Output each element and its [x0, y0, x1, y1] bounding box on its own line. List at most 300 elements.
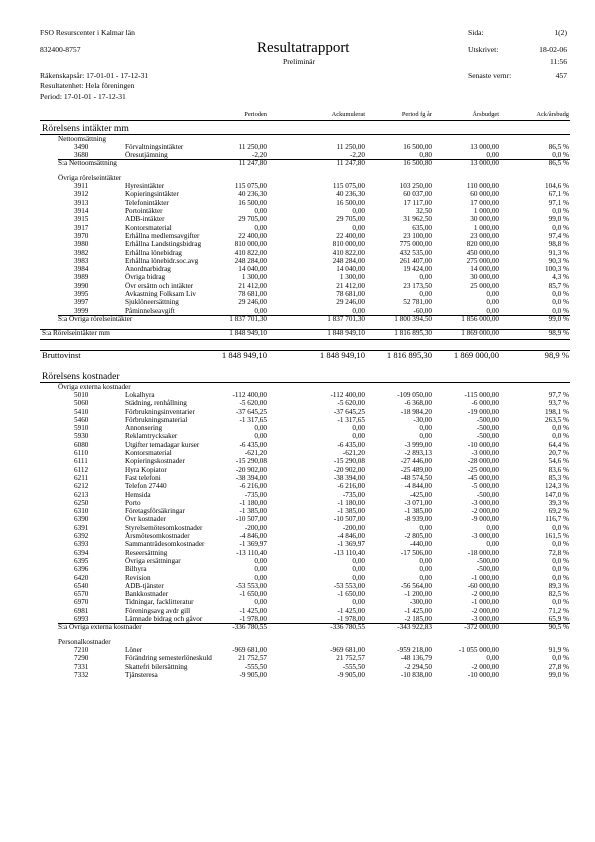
account-row: [0, 290, 595, 298]
value-period: 21 412,00: [238, 281, 267, 290]
account-name: Tidningar, facklitteratur: [125, 598, 194, 607]
account-number: 6110: [74, 449, 89, 457]
value-prev-year: 32,50: [415, 207, 432, 215]
value-pct: 0,0 %: [552, 432, 569, 441]
value-pct: 86,5 %: [548, 159, 569, 168]
value-accumulated: -336 780,55: [330, 623, 365, 632]
account-name: Erhållna medlemsavgifter: [125, 231, 200, 240]
last-ver-value: 457: [555, 71, 567, 80]
col-period: Perioden: [244, 111, 267, 118]
account-row: [0, 441, 595, 449]
account-name: Kontorsmaterial: [125, 449, 172, 457]
account-name: Årsmötesomkostnader: [125, 532, 190, 540]
value-prev-year: 0,00: [419, 424, 432, 433]
value-accumulated: -1 180,00: [337, 498, 365, 507]
account-name: Lokalhyra: [125, 390, 155, 399]
col-pct: Ack/årsbudg: [536, 111, 569, 118]
value-period: -9 905,00: [239, 670, 267, 679]
account-row: [0, 273, 595, 281]
value-accumulated: -112 400,00: [330, 390, 365, 399]
value-pct: 85,3 %: [548, 473, 569, 482]
value-period: -969 681,00: [232, 646, 267, 654]
account-row: [0, 466, 595, 474]
org-name: FSO Resurscenter i Kalmar län: [40, 28, 135, 37]
value-accumulated: -1 425,00: [337, 606, 365, 615]
account-row: [0, 449, 595, 457]
account-number: 6394: [74, 548, 89, 557]
value-budget: -2 000,00: [471, 590, 499, 599]
value-period: 78 681,00: [238, 290, 267, 298]
value-budget: 275 000,00: [466, 256, 499, 265]
value-prev-year: -1 425,00: [404, 606, 432, 615]
account-number: 6420: [74, 573, 89, 582]
value-period: -1 180,00: [239, 498, 267, 507]
value-budget: 14 000,00: [470, 265, 499, 274]
printed-time: 11:56: [549, 57, 567, 66]
value-budget: 1 000,00: [473, 207, 499, 215]
value-budget: -500,00: [476, 556, 499, 565]
account-name: Sjuklöneersättning: [125, 298, 179, 307]
value-prev-year: 0,00: [419, 556, 432, 565]
account-number: 3680: [74, 151, 89, 160]
value-accumulated: 40 236,30: [336, 190, 365, 199]
account-name: Hyresintäkter: [125, 182, 165, 191]
value-budget: 0,00: [486, 298, 499, 307]
sumtotal-row: [0, 329, 595, 337]
value-budget: -115 000,00: [464, 390, 499, 399]
total-row: [0, 159, 595, 167]
account-name: Avkastning Folksam Liv: [125, 290, 196, 298]
account-name: Utgifter temadagar kurser: [125, 440, 200, 449]
value-budget: 30 000,00: [470, 215, 499, 224]
account-number: 3997: [74, 298, 89, 307]
value-accumulated: 1 848 949,10: [319, 349, 365, 360]
account-row: [0, 607, 595, 615]
value-accumulated: -5 620,00: [337, 399, 365, 408]
account-number: 7210: [74, 646, 89, 654]
value-prev-year: -109 050,00: [397, 390, 432, 399]
group-label: Övriga rörelseintäkter: [58, 173, 122, 182]
value-accumulated: -13 110,40: [334, 548, 365, 557]
value-prev-year: 0,00: [419, 273, 432, 282]
value-pct: 116,7 %: [545, 515, 569, 524]
value-accumulated: -53 553,00: [333, 581, 365, 590]
value-accumulated: -38 394,00: [333, 473, 365, 482]
account-name: Förändring semesterlöneskuld: [125, 654, 212, 663]
value-budget: -2 000,00: [471, 662, 499, 671]
value-budget: -500,00: [476, 424, 499, 433]
col-prev-year: Period fg år: [401, 111, 432, 118]
account-row: [0, 240, 595, 248]
value-pct: 98,9 %: [544, 349, 569, 360]
total-label: S:a Rörelseintäkter mm: [42, 329, 110, 338]
value-period: -200,00: [244, 523, 267, 532]
value-prev-year: 17 117,00: [403, 198, 432, 207]
account-number: 3980: [74, 240, 89, 249]
value-budget: -19 000,00: [467, 407, 499, 416]
account-number: 5060: [74, 399, 89, 408]
value-budget: 1 000,00: [473, 223, 499, 232]
grandtotal-row: [0, 350, 595, 360]
rule-line: [40, 339, 570, 340]
account-number: 3917: [74, 223, 89, 232]
account-number: 7290: [74, 654, 89, 663]
account-row: [0, 399, 595, 407]
value-budget: -5 000,00: [471, 482, 499, 491]
value-accumulated: 0,00: [352, 565, 365, 574]
value-prev-year: -4 844,00: [404, 482, 432, 491]
account-name: Kopieringskostnader: [125, 457, 185, 466]
value-pct: 0,0 %: [552, 207, 569, 215]
account-number: 6080: [74, 440, 89, 449]
value-pct: 161,5 %: [545, 532, 569, 540]
value-accumulated: -200,00: [342, 523, 365, 532]
account-name: Styrelsemötesomkostnader: [125, 523, 203, 532]
account-row: [0, 557, 595, 565]
account-name: Övriga ersättningar: [125, 556, 181, 565]
value-period: -112 400,00: [232, 390, 267, 399]
value-period: 0,00: [254, 223, 267, 232]
account-name: Kopieringsintäkter: [125, 190, 179, 199]
value-accumulated: -1 978,00: [337, 615, 365, 623]
value-period: 14 040,00: [238, 265, 267, 274]
value-budget: -1 055 000,00: [458, 646, 499, 654]
account-name: Hyra Kopiator: [125, 465, 167, 474]
value-budget: 30 000,00: [470, 273, 499, 282]
value-pct: 0,0 %: [552, 223, 569, 232]
rule-line: [40, 350, 570, 351]
account-name: Hemsida: [125, 490, 151, 499]
result-unit: Resultatenhet: Hela föreningen: [40, 81, 135, 90]
account-number: 6540: [74, 581, 89, 590]
account-number: 3990: [74, 281, 89, 290]
account-number: 3490: [74, 142, 89, 151]
value-prev-year: 23 173,50: [403, 281, 432, 290]
value-period: -10 507,00: [235, 515, 267, 524]
account-row: [0, 598, 595, 606]
value-pct: 20,7 %: [548, 449, 569, 457]
col-budget: Årsbudget: [472, 111, 499, 118]
section-label: Rörelsens intäkter mm: [42, 123, 129, 134]
value-prev-year: -2 805,00: [404, 532, 432, 540]
account-number: 7331: [74, 662, 89, 671]
account-number: 6395: [74, 556, 89, 565]
value-period: 29 705,00: [238, 215, 267, 224]
account-name: Föreningsavg avdr gill: [125, 606, 191, 615]
value-prev-year: -440,00: [409, 540, 432, 549]
group-heading: [0, 383, 595, 391]
value-accumulated: 78 681,00: [336, 290, 365, 298]
account-row: [0, 207, 595, 215]
value-period: -20 902,00: [235, 465, 267, 474]
value-accumulated: -20 902,00: [333, 465, 365, 474]
value-period: 21 752,57: [238, 654, 267, 663]
value-prev-year: 775 000,00: [399, 240, 432, 249]
account-name: Reseersättning: [125, 548, 168, 557]
value-prev-year: 0,00: [419, 290, 432, 298]
account-number: 5010: [74, 390, 89, 399]
account-row: [0, 565, 595, 573]
account-row: [0, 615, 595, 623]
total-row: [0, 315, 595, 323]
account-row: [0, 474, 595, 482]
value-period: 0,00: [254, 573, 267, 582]
account-number: 3983: [74, 256, 89, 265]
value-prev-year: -959 218,00: [397, 646, 432, 654]
value-budget: 17 000,00: [470, 198, 499, 207]
value-prev-year: 60 037,00: [403, 190, 432, 199]
account-number: 6212: [74, 482, 89, 491]
value-budget: -1 000,00: [471, 598, 499, 607]
value-accumulated: -15 290,08: [333, 457, 365, 466]
value-pct: 99,0 %: [548, 314, 569, 323]
value-period: -1 317,65: [239, 415, 267, 424]
account-row: [0, 143, 595, 151]
value-prev-year: 1 816 895,30: [394, 329, 432, 338]
value-prev-year: -8 939,00: [404, 515, 432, 524]
value-budget: -45 000,00: [467, 473, 499, 482]
value-prev-year: -1 200,00: [404, 590, 432, 599]
value-accumulated: 0,00: [352, 556, 365, 565]
last-ver-label: Senaste vernr:: [468, 71, 512, 80]
account-row: [0, 190, 595, 198]
value-budget: -60 000,00: [467, 581, 499, 590]
account-row: [0, 646, 595, 654]
account-row: [0, 232, 595, 240]
value-pct: 91,9 %: [548, 646, 569, 654]
value-prev-year: -17 506,00: [400, 548, 432, 557]
rule-line: [58, 315, 570, 316]
value-pct: 198,1 %: [545, 407, 569, 416]
value-period: -4 846,00: [239, 532, 267, 540]
value-budget: 450 000,00: [466, 248, 499, 257]
value-accumulated: -6 216,00: [337, 482, 365, 491]
value-period: 29 246,00: [238, 298, 267, 307]
value-period: 0,00: [254, 207, 267, 215]
account-row: [0, 391, 595, 399]
value-prev-year: 0,00: [419, 573, 432, 582]
total-label: S:a Övriga rörelseintäkter: [58, 314, 133, 323]
value-period: -2,20: [252, 151, 267, 160]
account-row: [0, 298, 595, 306]
account-number: 5930: [74, 432, 89, 441]
value-budget: -500,00: [476, 432, 499, 441]
value-prev-year: 1 800 394,50: [394, 314, 432, 323]
value-pct: 100,3 %: [545, 265, 569, 274]
value-accumulated: 14 040,00: [336, 265, 365, 274]
value-prev-year: 0,00: [419, 565, 432, 574]
account-number: 3970: [74, 231, 89, 240]
value-prev-year: 19 424,00: [403, 265, 432, 274]
section-heading: [0, 371, 595, 382]
page-label: Sida:: [468, 28, 484, 37]
value-period: 115 075,00: [234, 182, 267, 191]
rule-line: [40, 329, 570, 330]
value-pct: 90,5 %: [548, 623, 569, 632]
account-number: 6392: [74, 532, 89, 540]
account-name: Öresutjämning: [125, 151, 168, 160]
account-number: 3989: [74, 273, 89, 282]
value-budget: 0,00: [486, 306, 499, 315]
account-name: Förvaltningsintäkter: [125, 142, 184, 151]
account-row: [0, 282, 595, 290]
value-budget: 25 000,00: [470, 281, 499, 290]
report-title: Resultatrapport: [257, 40, 350, 56]
value-prev-year: -10 838,00: [400, 670, 432, 679]
rule-line: [58, 623, 570, 624]
account-name: Övr ersättn och intäkter: [125, 281, 194, 290]
value-budget: -2 000,00: [471, 507, 499, 516]
account-name: Kontorsmaterial: [125, 223, 172, 232]
value-prev-year: -25 489,00: [400, 465, 432, 474]
account-number: 6112: [74, 465, 89, 474]
total-label: S:a Nettoomsättning: [58, 159, 117, 168]
value-pct: 99,0 %: [548, 215, 569, 224]
account-number: 6250: [74, 498, 89, 507]
value-period: 16 500,00: [238, 198, 267, 207]
value-prev-year: -3 999,00: [404, 440, 432, 449]
value-pct: 0,0 %: [552, 540, 569, 549]
value-pct: 0,0 %: [552, 573, 569, 582]
account-number: 3995: [74, 290, 89, 298]
account-name: Lämnade bidrag och gåvor: [125, 615, 203, 623]
account-number: 6993: [74, 615, 89, 623]
value-budget: 0,00: [486, 151, 499, 160]
printed-date: 18-02-06: [539, 45, 567, 54]
value-prev-year: 1 816 895,30: [386, 349, 432, 360]
account-number: 6310: [74, 507, 89, 516]
account-number: 3911: [74, 182, 89, 191]
col-accumulated: Ackumulerat: [331, 111, 365, 118]
value-accumulated: 115 075,00: [332, 182, 365, 191]
value-prev-year: 16 500,80: [403, 159, 432, 168]
value-accumulated: 11 247,80: [336, 159, 365, 168]
value-pct: 39,3 %: [548, 498, 569, 507]
value-period: 810 000,00: [234, 240, 267, 249]
value-pct: 93,7 %: [548, 399, 569, 408]
value-period: -621,20: [244, 449, 267, 457]
account-row: [0, 491, 595, 499]
account-number: 3912: [74, 190, 89, 199]
value-prev-year: 0,80: [419, 151, 432, 160]
value-pct: 0,0 %: [552, 424, 569, 433]
value-pct: 0,0 %: [552, 565, 569, 574]
account-row: [0, 215, 595, 223]
value-prev-year: -6 368,00: [404, 399, 432, 408]
value-pct: 71,2 %: [548, 606, 569, 615]
value-budget: -10 000,00: [467, 440, 499, 449]
account-row: [0, 307, 595, 315]
account-name: Påminnelseavgift: [125, 306, 175, 315]
account-name: Telefonintäkter: [125, 198, 169, 207]
account-number: 3982: [74, 248, 89, 257]
value-budget: -372 000,00: [464, 623, 499, 632]
value-accumulated: -735,00: [342, 490, 365, 499]
value-budget: 13 000,00: [470, 142, 499, 151]
value-prev-year: -300,00: [409, 598, 432, 607]
fiscal-year: Räkenskapsår: 17-01-01 - 17-12-31: [40, 71, 149, 80]
value-accumulated: 16 500,00: [336, 198, 365, 207]
value-budget: -500,00: [476, 565, 499, 574]
section-label: Rörelsens kostnader: [42, 371, 120, 383]
value-budget: 1 869 000,00: [461, 329, 499, 338]
value-budget: 1 869 000,00: [453, 349, 499, 360]
value-pct: 0,0 %: [552, 290, 569, 298]
group-label: Personalkostnader: [58, 637, 111, 646]
value-accumulated: -1 650,00: [337, 590, 365, 599]
value-budget: -9 000,00: [471, 515, 499, 524]
group-heading: [0, 135, 595, 143]
account-row: [0, 199, 595, 207]
value-accumulated: -555,50: [342, 662, 365, 671]
account-row: [0, 182, 595, 190]
account-row: [0, 582, 595, 590]
value-budget: -25 000,00: [467, 465, 499, 474]
value-accumulated: 0,00: [352, 207, 365, 215]
value-pct: 0,0 %: [552, 151, 569, 160]
value-prev-year: -2 294,50: [404, 662, 432, 671]
value-accumulated: 29 705,00: [336, 215, 365, 224]
account-row: [0, 416, 595, 424]
group-heading: [0, 174, 595, 182]
account-name: Porto: [125, 498, 141, 507]
account-row: [0, 532, 595, 540]
account-number: 6970: [74, 598, 89, 607]
value-accumulated: -9 905,00: [337, 670, 365, 679]
value-period: -13 110,40: [236, 548, 267, 557]
value-accumulated: -2,20: [350, 151, 365, 160]
account-row: [0, 432, 595, 440]
value-pct: 91,3 %: [548, 248, 569, 257]
value-pct: 90,3 %: [548, 256, 569, 265]
value-prev-year: 31 962,50: [403, 215, 432, 224]
value-prev-year: -425,00: [409, 490, 432, 499]
group-label: Nettoomsättning: [58, 134, 106, 143]
value-budget: -6 000,00: [471, 399, 499, 408]
value-period: -1 650,00: [239, 590, 267, 599]
org-number: 832400-8757: [40, 45, 81, 54]
value-pct: 98,8 %: [548, 240, 569, 249]
account-number: 7332: [74, 670, 89, 679]
value-accumulated: 0,00: [352, 432, 365, 441]
value-budget: -10 000,00: [467, 670, 499, 679]
value-budget: 13 000,00: [470, 159, 499, 168]
account-number: 3915: [74, 215, 89, 224]
value-pct: 104,6 %: [545, 182, 569, 191]
value-pct: 82,5 %: [548, 590, 569, 599]
account-number: 5410: [74, 407, 89, 416]
value-period: 0,00: [254, 306, 267, 315]
account-name: ADB-tjänster: [125, 581, 164, 590]
account-row: [0, 424, 595, 432]
value-budget: -28 000,00: [467, 457, 499, 466]
value-pct: 89,3 %: [548, 581, 569, 590]
account-name: Förbrukningsinventarier: [125, 407, 195, 416]
account-name: Bankkostnader: [125, 590, 169, 599]
period: Period: 17-01-01 - 17-12-31: [40, 92, 126, 101]
value-prev-year: -1 385,00: [404, 507, 432, 516]
account-number: 6211: [74, 473, 89, 482]
value-pct: 72,8 %: [548, 548, 569, 557]
value-prev-year: -48 136,79: [400, 654, 432, 663]
account-row: [0, 499, 595, 507]
value-accumulated: 11 250,00: [336, 142, 365, 151]
value-period: -53 553,00: [235, 581, 267, 590]
account-name: Förbrukningsmaterial: [125, 415, 188, 424]
account-row: [0, 257, 595, 265]
account-row: [0, 507, 595, 515]
value-period: 1 837 701,30: [229, 314, 267, 323]
